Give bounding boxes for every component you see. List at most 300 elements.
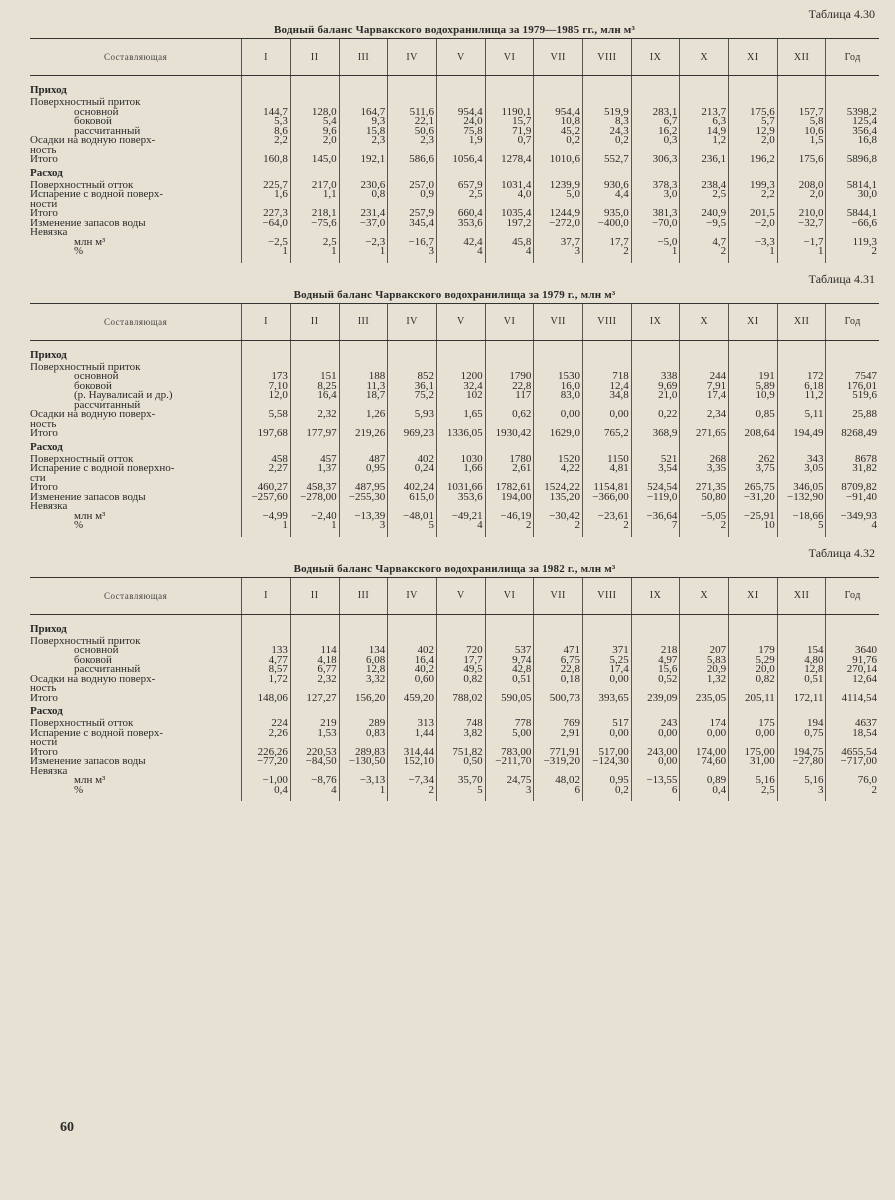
table-cell — [777, 347, 826, 363]
table-cell: 487,95 — [339, 483, 388, 493]
row-label: основной — [74, 370, 119, 382]
table-cell: 213,7 — [680, 108, 729, 118]
table-row — [30, 675, 879, 685]
table-cell — [290, 621, 339, 637]
table-cell: 289 — [339, 719, 388, 729]
table-cell: −5,05 — [680, 512, 729, 522]
table-cell: 2 — [680, 247, 729, 257]
column-header-month: Год — [826, 577, 879, 614]
table-cell: 160,8 — [242, 155, 291, 165]
table-cell: 243,00 — [631, 748, 680, 758]
table-cell — [583, 621, 632, 637]
table-cell: 16,8 — [826, 136, 879, 146]
row-label: Итого — [30, 153, 58, 165]
table-cell: 0,22 — [631, 410, 680, 420]
table-cell: 14,9 — [680, 127, 729, 137]
table-cell: 31,00 — [729, 757, 778, 767]
table-cell: 148,06 — [242, 694, 291, 704]
table-cell: −8,76 — [290, 776, 339, 786]
column-header-month: III — [339, 303, 388, 340]
table-row — [30, 372, 879, 382]
row-label: Поверхностный приток — [30, 96, 141, 108]
table-cell: −36,64 — [631, 512, 680, 522]
table-cell: 8709,82 — [826, 483, 879, 493]
table-cell: 238,4 — [680, 181, 729, 191]
table-cell: 17,4 — [680, 391, 729, 401]
table-cell: 8,3 — [583, 117, 632, 127]
table-cell: 268 — [680, 455, 729, 465]
table-cell: 1,26 — [339, 410, 388, 420]
column-header-component: Составляющая — [30, 577, 242, 614]
section-heading: Приход — [30, 348, 67, 361]
table-cell: 9,6 — [290, 127, 339, 137]
table-cell: 3,05 — [777, 464, 826, 474]
table-title: Водный баланс Чарвакского водохранилища за 1982 г., млн м³ — [293, 562, 616, 575]
table-cell: 6,08 — [339, 656, 388, 666]
table-cell: 8,6 — [242, 127, 291, 137]
column-header-month: II — [290, 577, 339, 614]
table-cell: 2 — [826, 786, 879, 796]
table-row — [30, 190, 879, 200]
table-cell: 519,6 — [826, 391, 879, 401]
table-cell: 45,2 — [534, 127, 583, 137]
table-cell: −2,5 — [242, 238, 291, 248]
table-cell: 7 — [631, 521, 680, 531]
table-cell: 175,00 — [729, 748, 778, 758]
column-header-component: Составляющая — [30, 303, 242, 340]
table-row — [30, 767, 879, 777]
column-header-month: VIII — [583, 303, 632, 340]
table-cell: 769 — [534, 719, 583, 729]
column-header-month: III — [339, 39, 388, 76]
table-cell: 240,9 — [680, 209, 729, 219]
table-cell: 271,35 — [680, 483, 729, 493]
table-row — [30, 127, 879, 137]
table-cell: −366,00 — [583, 493, 632, 503]
table-cell: 0,50 — [436, 757, 485, 767]
table-cell: 5,00 — [485, 729, 534, 739]
column-header-component: Составляющая — [30, 39, 242, 76]
table-cell: 0,95 — [583, 776, 632, 786]
column-header-month: V — [436, 303, 485, 340]
table-row — [30, 493, 879, 503]
table-cell: 2,0 — [729, 136, 778, 146]
table-row — [30, 238, 879, 248]
table-cell: 10,6 — [777, 127, 826, 137]
column-header-month: VII — [534, 577, 583, 614]
column-header-month: IX — [631, 39, 680, 76]
table-cell: 0,51 — [485, 675, 534, 685]
table-cell: 31,82 — [826, 464, 879, 474]
table-cell: −84,50 — [290, 757, 339, 767]
table-cell: 771,91 — [534, 748, 583, 758]
table-cell: 8268,49 — [826, 429, 879, 439]
water-balance-table-block — [30, 6, 879, 263]
table-cell: 8,25 — [290, 382, 339, 392]
table-number: Таблица 4.32 — [808, 545, 875, 560]
table-cell: 378,3 — [631, 181, 680, 191]
table-cell: −30,42 — [534, 512, 583, 522]
table-cell: 151 — [290, 372, 339, 382]
table-cell: 511,6 — [388, 108, 437, 118]
table-cell: 5,4 — [290, 117, 339, 127]
table-cell: 338 — [631, 372, 680, 382]
table-cell: 227,3 — [242, 209, 291, 219]
table-cell: 1 — [290, 521, 339, 531]
table-cell: 15,7 — [485, 117, 534, 127]
water-balance-table-block — [30, 271, 879, 537]
table-cell: 3,75 — [729, 464, 778, 474]
table-cell: −278,00 — [290, 493, 339, 503]
table-cell: −3,3 — [729, 238, 778, 248]
row-label: основной — [74, 644, 119, 656]
table-cell: −66,6 — [826, 219, 879, 229]
table-row — [30, 757, 879, 767]
row-label: ность — [30, 417, 57, 430]
table-cell: 0,9 — [388, 190, 437, 200]
table-cell: −75,6 — [290, 219, 339, 229]
table-row — [30, 665, 879, 675]
table-cell: 1278,4 — [485, 155, 534, 165]
table-cell: 4,7 — [680, 238, 729, 248]
table-cell: 0,75 — [777, 729, 826, 739]
table-cell: 3,35 — [680, 464, 729, 474]
table-cell: 25,88 — [826, 410, 879, 420]
table-cell: 5398,2 — [826, 108, 879, 118]
table-cell — [388, 347, 437, 363]
table-cell: −7,34 — [388, 776, 437, 786]
table-cell: 1190,1 — [485, 108, 534, 118]
column-header-month: XI — [729, 577, 778, 614]
table-cell: 174,00 — [680, 748, 729, 758]
table-cell: 45,8 — [485, 238, 534, 248]
section-heading: Приход — [30, 622, 67, 635]
table-cell: 225,7 — [242, 181, 291, 191]
table-cell: 239,09 — [631, 694, 680, 704]
table-cell: 16,2 — [631, 127, 680, 137]
table-cell: 4 — [485, 247, 534, 257]
table-cell: 201,5 — [729, 209, 778, 219]
table-cell: 194,75 — [777, 748, 826, 758]
table-cell: 7,10 — [242, 382, 291, 392]
table-row — [30, 155, 879, 165]
table-cell — [485, 621, 534, 637]
table-cell: 192,1 — [339, 155, 388, 165]
row-label: Невязка — [30, 226, 68, 238]
table-cell: 37,7 — [534, 238, 583, 248]
table-row — [30, 646, 879, 656]
table-row — [30, 621, 879, 637]
section-heading: Расход — [30, 440, 63, 453]
table-cell: 257,0 — [388, 181, 437, 191]
table-cell: −717,00 — [826, 757, 879, 767]
column-header-month: XI — [729, 39, 778, 76]
table-cell: 4,4 — [583, 190, 632, 200]
table-cell — [242, 621, 291, 637]
column-header-month: VI — [485, 577, 534, 614]
table-cell: 145,0 — [290, 155, 339, 165]
table-cell: 271,65 — [680, 429, 729, 439]
row-label: % — [74, 783, 84, 796]
table-cell: 371 — [583, 646, 632, 656]
table-cell: 244 — [680, 372, 729, 382]
table-cell: 6,75 — [534, 656, 583, 666]
table-cell — [339, 347, 388, 363]
table-cell: −3,13 — [339, 776, 388, 786]
column-header-month: V — [436, 577, 485, 614]
table-number: Таблица 4.30 — [808, 7, 875, 21]
row-label: Испарение с водной поверх- — [30, 726, 163, 739]
table-cell: 12,8 — [777, 665, 826, 675]
table-cell: 30,0 — [826, 190, 879, 200]
table-cell: 537 — [485, 646, 534, 656]
table-cell: 283,1 — [631, 108, 680, 118]
table-cell: −13,55 — [631, 776, 680, 786]
table-row — [30, 247, 879, 257]
section-heading: Расход — [30, 166, 63, 179]
table-cell — [680, 347, 729, 363]
table-cell: 1,2 — [680, 136, 729, 146]
table-cell: 175,6 — [729, 108, 778, 118]
table-cell — [631, 621, 680, 637]
table-cell: −319,20 — [534, 757, 583, 767]
table-cell: −4,99 — [242, 512, 291, 522]
table-cell: 220,53 — [290, 748, 339, 758]
table-cell: 2,3 — [388, 136, 437, 146]
table-cell: 5,83 — [680, 656, 729, 666]
table-cell: −130,50 — [339, 757, 388, 767]
table-cell: 402,24 — [388, 483, 437, 493]
table-cell: 22,8 — [485, 382, 534, 392]
table-cell: −272,0 — [534, 219, 583, 229]
table-cell: 173 — [242, 372, 291, 382]
row-label: сти — [30, 471, 46, 484]
table-cell: 289,83 — [339, 748, 388, 758]
table-cell: 7547 — [826, 372, 879, 382]
table-cell: −77,20 — [242, 757, 291, 767]
table-cell: 11,3 — [339, 382, 388, 392]
table-cell: 36,1 — [388, 382, 437, 392]
table-cell: 2,61 — [485, 464, 534, 474]
table-cell: 3 — [485, 786, 534, 796]
table-cell: 720 — [436, 646, 485, 656]
table-cell — [242, 82, 291, 98]
table-cell: 1,66 — [436, 464, 485, 474]
row-label: (р. Наувалисай и др.) — [74, 389, 173, 401]
table-row — [30, 401, 879, 411]
table-cell: 20,9 — [680, 665, 729, 675]
table-cell: 1010,6 — [534, 155, 583, 165]
table-cell: 4,97 — [631, 656, 680, 666]
table-cell: 459,20 — [388, 694, 437, 704]
table-cell: 660,4 — [436, 209, 485, 219]
table-cell: 1520 — [534, 455, 583, 465]
table-cell: 3,82 — [436, 729, 485, 739]
table-cell: 2 — [485, 521, 534, 531]
table-cell — [729, 347, 778, 363]
table-cell: 1524,22 — [534, 483, 583, 493]
table-cell: 236,1 — [680, 155, 729, 165]
table-cell: 134 — [339, 646, 388, 656]
table-cell: 9,74 — [485, 656, 534, 666]
row-label: Итого — [30, 207, 58, 219]
table-cell: 1,9 — [436, 136, 485, 146]
table-row — [30, 117, 879, 127]
table-cell: 5,93 — [388, 410, 437, 420]
table-cell: −23,61 — [583, 512, 632, 522]
table-cell: 16,4 — [290, 391, 339, 401]
table-cell — [534, 621, 583, 637]
table-cell: −27,80 — [777, 757, 826, 767]
table-cell: 175 — [729, 719, 778, 729]
table-row — [30, 637, 879, 647]
row-label: рассчитанный — [74, 398, 141, 411]
table-cell: 5,3 — [242, 117, 291, 127]
table-cell: −132,90 — [777, 493, 826, 503]
table-cell: 12,8 — [339, 665, 388, 675]
table-cell — [680, 621, 729, 637]
table-row — [30, 464, 879, 474]
table-cell: −32,7 — [777, 219, 826, 229]
table-cell: 0,82 — [436, 675, 485, 685]
table-row — [30, 410, 879, 420]
table-cell: 207 — [680, 646, 729, 656]
table-cell: 48,02 — [534, 776, 583, 786]
table-cell: 1056,4 — [436, 155, 485, 165]
table-cell: 7,91 — [680, 382, 729, 392]
row-label: боковой — [74, 653, 112, 666]
table-cell: 3,0 — [631, 190, 680, 200]
table-cell: 615,0 — [388, 493, 437, 503]
table-cell: 4,81 — [583, 464, 632, 474]
table-cell: 460,27 — [242, 483, 291, 493]
row-label: Осадки на водную поверх- — [30, 408, 156, 420]
table-cell — [583, 82, 632, 98]
column-header-month: X — [680, 39, 729, 76]
table-cell: 356,4 — [826, 127, 879, 137]
table-cell: 5,58 — [242, 410, 291, 420]
row-label: ности — [30, 197, 58, 210]
table-cell: 15,8 — [339, 127, 388, 137]
table-cell — [826, 347, 879, 363]
table-row — [30, 439, 879, 455]
table-cell: 154 — [777, 646, 826, 656]
table-cell: −2,40 — [290, 512, 339, 522]
table-cell — [485, 82, 534, 98]
table-row — [30, 136, 879, 146]
table-cell: 2 — [680, 521, 729, 531]
table-cell: −13,39 — [339, 512, 388, 522]
table-cell — [290, 347, 339, 363]
table-cell: 5 — [388, 521, 437, 531]
table-cell: −16,7 — [388, 238, 437, 248]
table-cell: −31,20 — [729, 493, 778, 503]
table-cell: 4 — [290, 786, 339, 796]
table-cell: 50,6 — [388, 127, 437, 137]
table-cell: 1030 — [436, 455, 485, 465]
table-cell — [388, 621, 437, 637]
table-cell: 74,60 — [680, 757, 729, 767]
table-cell: 191 — [729, 372, 778, 382]
table-cell: 4,77 — [242, 656, 291, 666]
section-heading: Расход — [30, 705, 63, 717]
table-cell: 2,5 — [436, 190, 485, 200]
table-cell: 2 — [388, 786, 437, 796]
table-row — [30, 656, 879, 666]
table-cell: 152,10 — [388, 757, 437, 767]
table-cell: 6 — [631, 786, 680, 796]
table-cell: 353,6 — [436, 219, 485, 229]
table-cell: 345,4 — [388, 219, 437, 229]
row-label: основной — [74, 105, 119, 118]
table-cell: 0,00 — [631, 729, 680, 739]
row-label: Поверхностный приток — [30, 360, 141, 373]
column-header-month: VII — [534, 39, 583, 76]
row-label: Итого — [30, 691, 58, 704]
table-cell: 219,26 — [339, 429, 388, 439]
table-cell: 174 — [680, 719, 729, 729]
table-cell: 1,44 — [388, 729, 437, 739]
page-number: 60 — [60, 1120, 74, 1135]
table-cell: 5 — [777, 521, 826, 531]
table-cell: 194,49 — [777, 429, 826, 439]
row-label: Испарение с водной поверхно- — [30, 462, 175, 474]
table-cell: 76,0 — [826, 776, 879, 786]
table-cell: 0,18 — [534, 675, 583, 685]
table-cell: 0,2 — [583, 136, 632, 146]
row-label: Осадки на водную поверх- — [30, 672, 156, 685]
table-cell: 1 — [339, 786, 388, 796]
table-cell: 5,89 — [729, 382, 778, 392]
table-cell: 1 — [242, 247, 291, 257]
table-cell: 524,54 — [631, 483, 680, 493]
table-cell: −37,0 — [339, 219, 388, 229]
table-cell: −18,66 — [777, 512, 826, 522]
table-cell: 75,8 — [436, 127, 485, 137]
row-label: Поверхностный отток — [30, 452, 134, 465]
row-label: Изменение запасов воды — [30, 755, 146, 767]
column-header-month: I — [242, 303, 291, 340]
table-cell: 0,60 — [388, 675, 437, 685]
table-cell: 175,6 — [777, 155, 826, 165]
table-cell: 270,14 — [826, 665, 879, 675]
table-cell: 156,20 — [339, 694, 388, 704]
table-cell — [777, 82, 826, 98]
table-cell: 1,5 — [777, 136, 826, 146]
table-cell: 0,4 — [680, 786, 729, 796]
table-cell: 12,9 — [729, 127, 778, 137]
table-cell: 1782,61 — [485, 483, 534, 493]
table-cell: 1930,42 — [485, 429, 534, 439]
table-cell: 35,70 — [436, 776, 485, 786]
table-cell: 783,00 — [485, 748, 534, 758]
table-cell: 218,1 — [290, 209, 339, 219]
table-cell: 12,64 — [826, 675, 879, 685]
table-cell: 91,76 — [826, 656, 879, 666]
table-cell: 235,05 — [680, 694, 729, 704]
column-header-month: X — [680, 577, 729, 614]
column-header-month: IV — [388, 577, 437, 614]
table-cell: 42,4 — [436, 238, 485, 248]
table-cell: 5,0 — [534, 190, 583, 200]
table-cell: 9,69 — [631, 382, 680, 392]
table-cell: 21,0 — [631, 391, 680, 401]
row-label: млн м³ — [74, 774, 106, 786]
table-cell: 5896,8 — [826, 155, 879, 165]
table-cell: −64,0 — [242, 219, 291, 229]
table-row — [30, 694, 879, 704]
row-label: рассчитанный — [74, 124, 141, 137]
